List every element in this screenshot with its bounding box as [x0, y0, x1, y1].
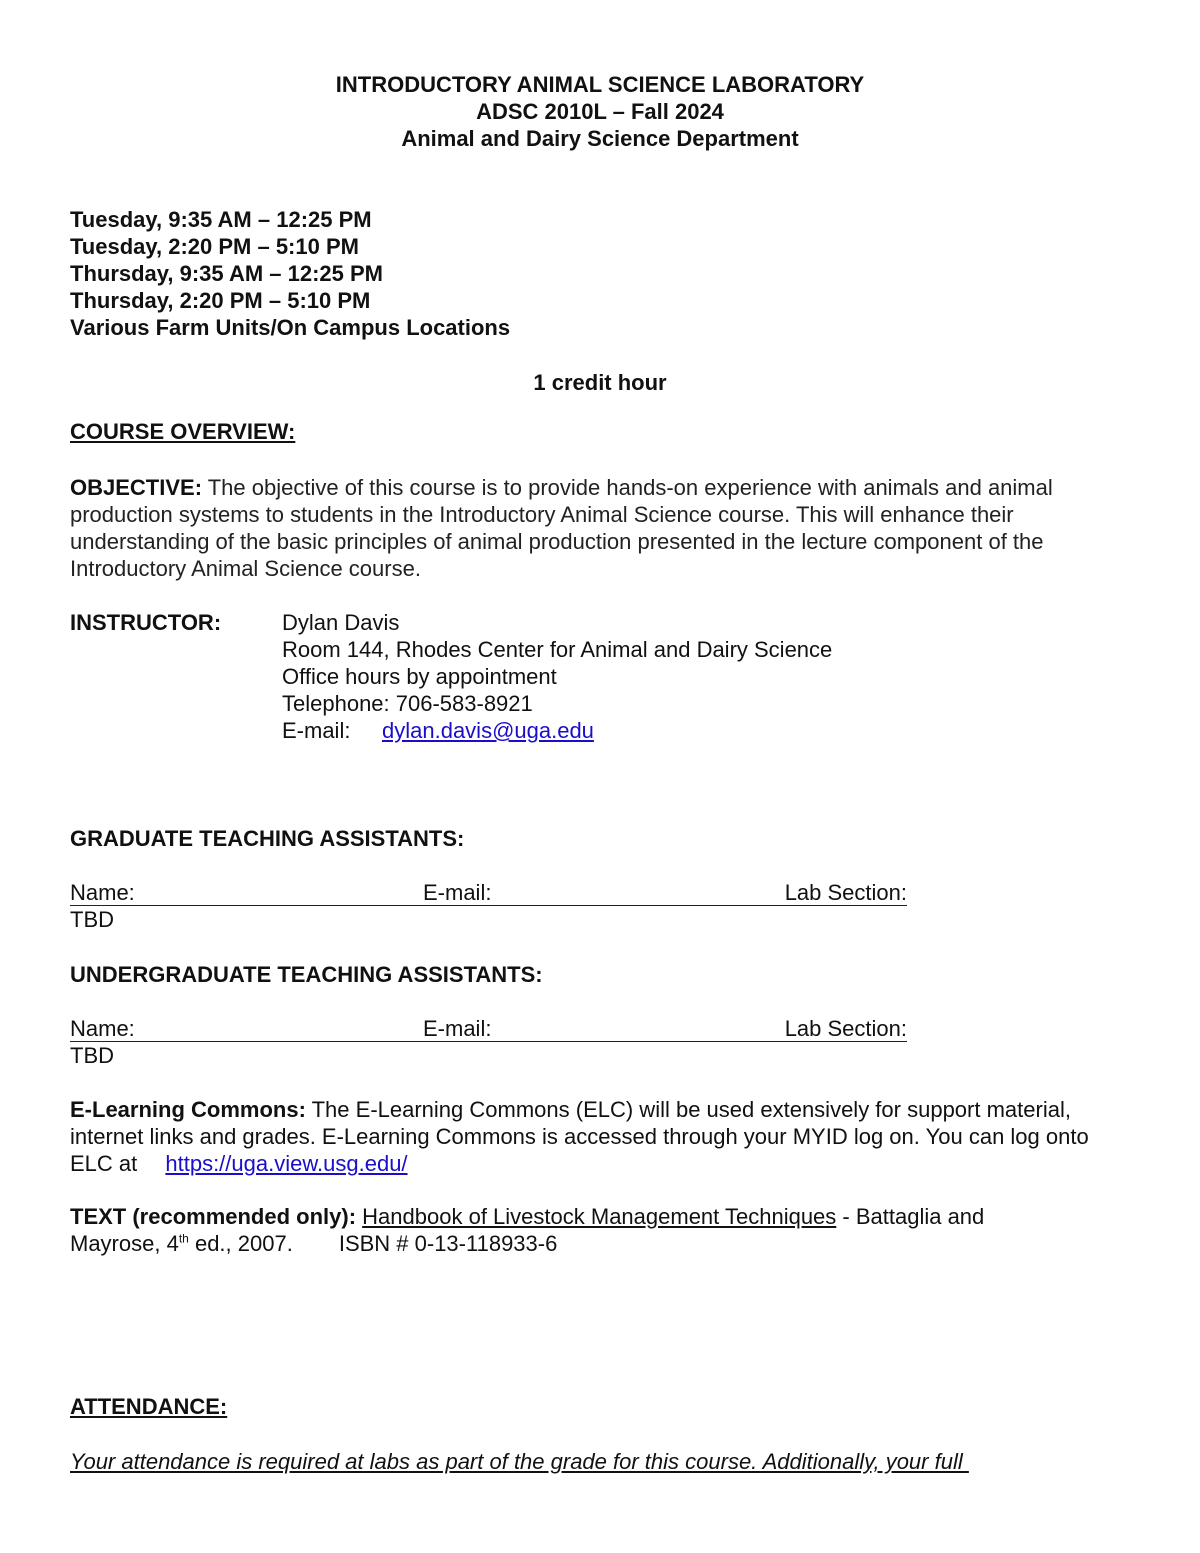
instructor-block: [70, 609, 832, 744]
course-code: ADSC 2010L – Fall 2024: [476, 99, 724, 124]
schedule-item: Thursday, 2:20 PM – 5:10 PM: [70, 288, 371, 313]
objective-paragraph: [70, 474, 1130, 582]
text-paragraph: [70, 1203, 1070, 1257]
gta-heading: GRADUATE TEACHING ASSISTANTS:: [70, 826, 465, 851]
objective-label: OBJECTIVE:: [70, 475, 203, 500]
gta-table-header: [70, 879, 907, 906]
edition-suffix: th: [178, 1231, 189, 1246]
elc-link[interactable]: https://uga.view.usg.edu/: [165, 1151, 408, 1176]
elc-paragraph: [70, 1096, 1090, 1177]
course-title: INTRODUCTORY ANIMAL SCIENCE LABORATORY: [335, 72, 865, 97]
schedule-item: Tuesday, 9:35 AM – 12:25 PM: [70, 207, 372, 232]
instructor-hours: Office hours by appointment: [282, 664, 557, 689]
instructor-label: INSTRUCTOR:: [70, 610, 222, 635]
gta-value: TBD: [70, 907, 114, 932]
textbook-title: Handbook of Livestock Management Techniques: [362, 1204, 837, 1229]
department: Animal and Dairy Science Department: [401, 126, 799, 151]
textbook-authors: - Battaglia and Mayrose, 4: [70, 1204, 985, 1256]
col-email: E-mail:: [423, 880, 492, 905]
textbook-edition: ed., 2007.: [188, 1231, 293, 1256]
email-label: E-mail:: [282, 718, 351, 743]
instructor-phone: Telephone: 706-583-8921: [282, 691, 533, 716]
elc-label: E-Learning Commons:: [70, 1097, 306, 1122]
overview-heading: COURSE OVERVIEW:: [70, 419, 296, 444]
uta-table-header: [70, 1015, 907, 1042]
schedule-item: Thursday, 9:35 AM – 12:25 PM: [70, 261, 383, 286]
instructor-name: Dylan Davis: [282, 610, 400, 635]
instructor-email-link[interactable]: dylan.davis@uga.edu: [382, 718, 594, 743]
text-label: TEXT (recommended only):: [70, 1204, 357, 1229]
col-email: E-mail:: [423, 1016, 492, 1041]
uta-heading: UNDERGRADUATE TEACHING ASSISTANTS:: [70, 962, 543, 987]
credit-hours: 1 credit hour: [533, 370, 667, 395]
attendance-heading: ATTENDANCE:: [70, 1394, 228, 1419]
attendance-text: Your attendance is required at labs as part of the grade for this course. Additionally, your full: [70, 1449, 969, 1474]
uta-value: TBD: [70, 1043, 114, 1068]
col-lab-section: Lab Section:: [784, 1016, 907, 1041]
col-name: Name:: [70, 1016, 135, 1041]
col-lab-section: Lab Section:: [784, 880, 907, 905]
objective-text: The objective of this course is to provide hands-on experience with animals and animal production systems to students in the Introductory Animal Science course. This will enhance their understanding of the basic principles of animal production presented in the lecture component of the Introductory Animal Science course.: [70, 475, 1053, 581]
schedule-location: Various Farm Units/On Campus Locations: [70, 315, 511, 340]
textbook-isbn: ISBN # 0-13-118933-6: [338, 1231, 558, 1256]
col-name: Name:: [70, 880, 135, 905]
elc-text: The E-Learning Commons (ELC) will be used extensively for support material, internet links and grades. E-Learning Commons is accessed through your MYID log on. You can log onto ELC at: [70, 1097, 1089, 1176]
schedule-item: Tuesday, 2:20 PM – 5:10 PM: [70, 234, 359, 259]
schedule: [70, 206, 510, 341]
instructor-room: Room 144, Rhodes Center for Animal and Dairy Science: [282, 637, 833, 662]
